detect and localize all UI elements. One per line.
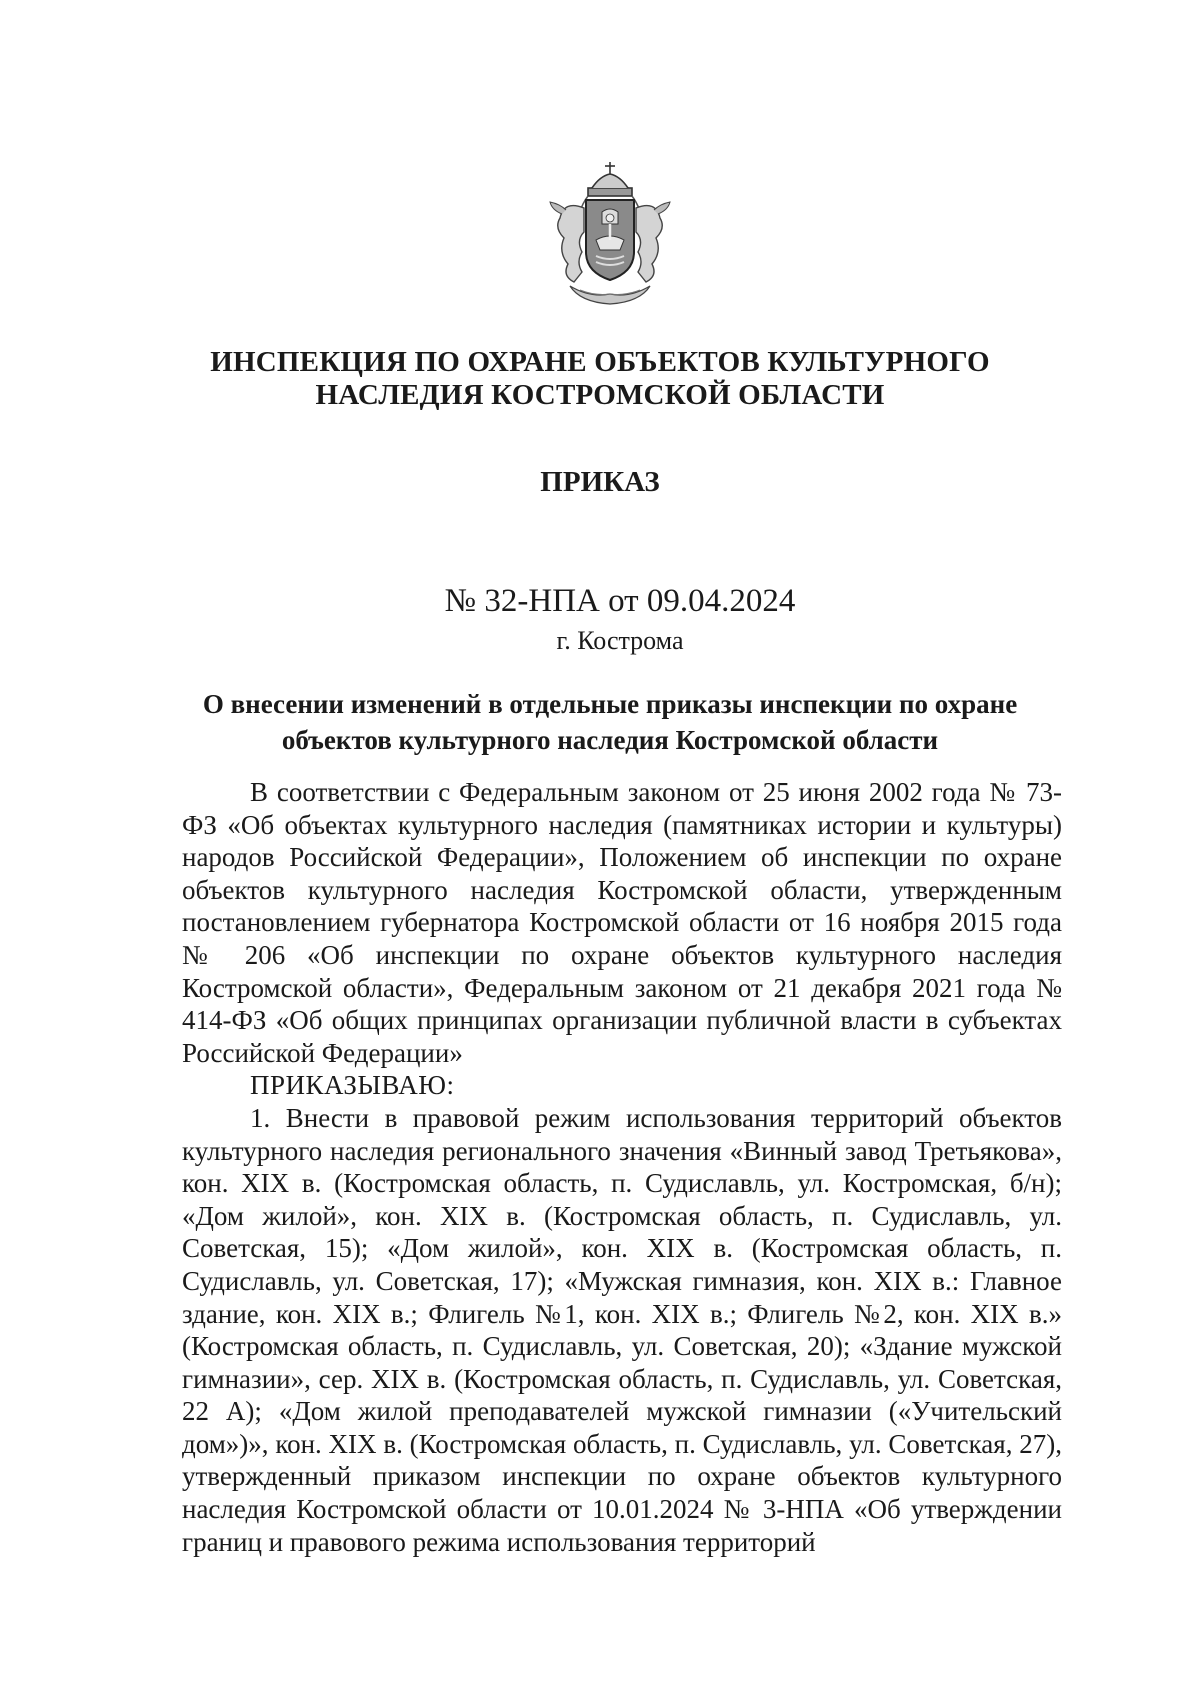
coat-of-arms-icon — [530, 148, 690, 308]
agency-name-line1: ИНСПЕКЦИЯ ПО ОХРАНЕ ОБЪЕКТОВ КУЛЬТУРНОГО — [210, 346, 990, 378]
document-subject — [170, 686, 1050, 758]
document-number-date: № 32-НПА от 09.04.2024 — [444, 583, 796, 619]
document-type: ПРИКАЗ — [540, 466, 660, 498]
subject-line2: объектов культурного наследия Костромской области — [281, 725, 939, 755]
document-city: г. Кострома — [556, 626, 684, 655]
agency-name — [140, 346, 1060, 412]
agency-name-line2: НАСЛЕДИЯ КОСТРОМСКОЙ ОБЛАСТИ — [315, 379, 885, 411]
order-word: ПРИКАЗЫВАЮ: — [250, 1070, 455, 1101]
subject-line1: О внесении изменений в отдельные приказы инспекции по охране — [202, 689, 1018, 719]
item-1-paragraph: 1. Внести в правовой режим использования территорий объектов культурного наследия регионального значения «Винный завод Третьякова», кон. XIX в. (Костромская область, п. Судиславль, ул. Костромская, б/н); «Дом жилой», кон. XIX в. (Костромская область, п. Судиславль, ул. Советская, 15); «Дом жилой», кон. XIX в. (Костромская область, п. Судиславль, ул. Советская, 17); «Мужская гимназия, кон. XIX в.: Главное здание, кон. XIX в.; Флигель №1, кон. XIX в.; Флигель №2, кон. XIX в.» (Костромская область, п. Судиславль, ул. Советская, 20); «Здание мужской гимназии», сер. XIX в. (Костромская область, п. Судиславль, ул. Советская, 22 А); «Дом жилой преподавателей мужской гимназии («Учительский дом»)», кон. XIX в. (Костромская область, п. Судиславль, ул. Советская, 27), утвержденный приказом инспекции по охране объектов культурного наследия Костромской области от 10.01.2024 № 3-НПА «Об утверждении границ и правового режима использования территорий — [182, 1102, 1062, 1557]
preamble-paragraph: В соответствии с Федеральным законом от 25 июня 2002 года № 73-ФЗ «Об объектах культурного наследия (памятниках истории и культуры) народов Российской Федерации», Положением об инспекции по охране объектов культурного наследия Костромской области, утвержденным постановлением губернатора Костромской области от 16 ноября 2015 года № 206 «Об инспекции по охране объектов культурного наследия Костромской области», Федеральным законом от 21 декабря 2021 года № 414-ФЗ «Об общих принципах организации публичной власти в субъектах Российской Федерации» — [182, 777, 1062, 1068]
document-body — [182, 776, 1062, 1558]
